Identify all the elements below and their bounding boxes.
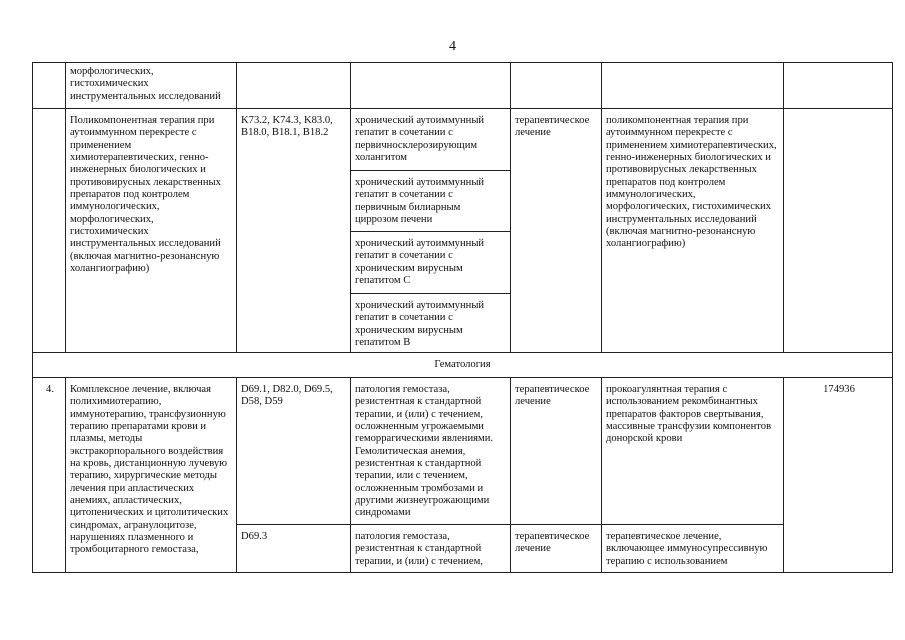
table-row-group-4 bbox=[33, 378, 893, 525]
cell-treatment-type bbox=[511, 63, 602, 109]
table-row-section bbox=[33, 353, 893, 378]
cell-number: 4. bbox=[33, 378, 66, 573]
cell-diagnosis: хронический аутоиммунный гепатит в сочетании с хроническим вирусным гепатитом C bbox=[351, 232, 511, 294]
cell-icd-codes bbox=[237, 63, 351, 109]
cell-diagnosis: хронический аутоиммунный гепатит в сочетании с первичным билиарным циррозом печени bbox=[351, 171, 511, 232]
cell-cost: 174936 bbox=[784, 378, 893, 573]
cell-diagnosis: хронический аутоиммунный гепатит в сочетании с первичносклерозирующим холангитом bbox=[351, 109, 511, 171]
cell-diagnosis bbox=[351, 63, 511, 109]
table-row-autoimmune-overlap bbox=[33, 109, 893, 171]
cell-icd-codes: K73.2, K74.3, K83.0, B18.0, B18.1, B18.2 bbox=[237, 109, 351, 353]
cell-treatment-type: терапевтическое лечение bbox=[511, 109, 602, 353]
page-number: 4 bbox=[449, 39, 456, 54]
cell-diagnosis: патология гемостаза, резистентная к стандартной терапии, и (или) с течением, осложненным угрожаемыми геморрагическими явлениями. Гемолитическая анемия, резистентная к стандартной терапии, или с течением, осложненным тромбозами и другими жизнеугрожающими синдромами bbox=[351, 378, 511, 525]
section-header-hematology: Гематология bbox=[33, 353, 893, 378]
cell-number bbox=[33, 63, 66, 109]
cell-number bbox=[33, 109, 66, 353]
cell-method-name: Поликомпонентная терапия при аутоиммунном перекресте с применением химиотерапевтических, генно- инженерных биологических и противовирусных лекарственных препаратов под контролем иммунологических, морфологических, гистохимических инструментальных исследований (включая магнитно-резонансную холангиографию) bbox=[66, 109, 237, 353]
cell-treatment-method: поликомпонентная терапия при аутоиммунном перекресте с применением химиотерапевтических, генно-инженерных биологических и противовирусных лекарственных препаратов под контролем иммунологических, морфологических, гистохимических инструментальных исследований (включая магнитно-резонансную холангиографию) bbox=[602, 109, 784, 353]
cell-icd-codes: D69.3 bbox=[237, 525, 351, 573]
cell-treatment-method: терапевтическое лечение, включающее иммуносупрессивную терапию с использованием bbox=[602, 525, 784, 573]
cell-cost bbox=[784, 63, 893, 109]
cell-method-name: Комплексное лечение, включая полихимиотерапию, иммунотерапию, трансфузионную терапию препаратами крови и плазмы, методы экстракорпорального воздействия на кровь, дистанционную лучевую терапию, хирургические методы лечения при апластических анемиях, апластических, цитопенических и цитолитических синдромах, агранулоцитозе, нарушениях плазменного и тромбоцитарного гемостаза, bbox=[66, 378, 237, 573]
cell-treatment-method bbox=[602, 63, 784, 109]
vmp-table bbox=[32, 62, 893, 573]
cell-cost bbox=[784, 109, 893, 353]
cell-treatment-type: терапевтическое лечение bbox=[511, 378, 602, 525]
cell-method-name: морфологических, гистохимических инструментальных исследований bbox=[66, 63, 237, 109]
cell-treatment-method: прокоагулянтная терапия с использованием рекомбинантных препаратов факторов свертывания, массивные трансфузии компонентов донорской крови bbox=[602, 378, 784, 525]
table-row-continued bbox=[33, 63, 893, 109]
cell-treatment-type: терапевтическое лечение bbox=[511, 525, 602, 573]
cell-icd-codes: D69.1, D82.0, D69.5, D58, D59 bbox=[237, 378, 351, 525]
cell-diagnosis: хронический аутоиммунный гепатит в сочетании с хроническим вирусным гепатитом B bbox=[351, 294, 511, 353]
cell-diagnosis: патология гемостаза, резистентная к стандартной терапии, и (или) с течением, bbox=[351, 525, 511, 573]
